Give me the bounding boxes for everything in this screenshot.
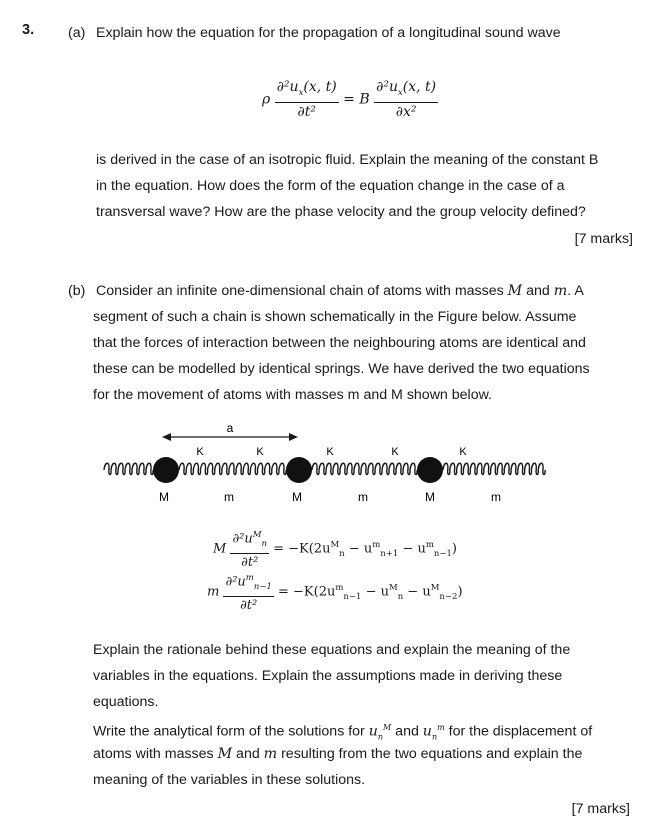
part-a-line-3: transversal wave? How are the phase velocity and the group velocity defined? (96, 204, 586, 220)
bulk-modulus-symbol: B (359, 91, 370, 108)
spring-label: K (196, 446, 204, 458)
solution-request-line-1: Write the analytical form of the solutions for $u_n^M$ and $u_n^m$ for the displacement of (93, 723, 593, 742)
spring-label: K (326, 446, 334, 458)
lattice-label: a (226, 421, 234, 435)
mass-label: m (491, 490, 501, 504)
part-b-line-5: for the movement of atoms with masses m and M shown below. (93, 387, 492, 403)
rho-symbol: ρ (262, 91, 271, 108)
part-b-after-line-1: Explain the rationale behind these equations and explain the meaning of the (93, 642, 571, 658)
solution-request-line-3: meaning of the variables in these solutions. (93, 772, 366, 788)
spring-coil (443, 463, 545, 474)
rhs-fraction: $\frac{\partial^2u_x(x, t)}{\text{∂x²}}$ (376, 79, 437, 120)
spring-label: K (459, 446, 467, 458)
equation-light-atom: m $\frac{\partial^2u^m_{n-1}}{\text{∂t²}}$ = $-K(2u^m_{n-1} - u^M_n - u^M_{n-2})$ (207, 569, 463, 615)
mass-label: M (425, 490, 435, 504)
diatomic-chain-figure (0, 410, 666, 510)
wave-equation (262, 78, 438, 121)
part-b-line-3: that the forces of interaction between the neighbouring atoms are identical and (93, 335, 586, 351)
mass-label: m (224, 490, 234, 504)
solution-request-line-2: atoms with masses M and m resulting from the two equations and explain the (93, 746, 583, 762)
part-a-line-2: in the equation. How does the form of the equation change in the case of a (96, 178, 565, 194)
part-b-line-1: Consider an infinite one-dimensional chain of atoms with masses M and m. A (96, 283, 584, 299)
part-b-marks: [7 marks] (571, 801, 630, 817)
part-b-after-line-3: equations. (93, 694, 159, 710)
part-b-line-2: segment of such a chain is shown schematically in the Figure below. Assume (93, 309, 577, 325)
equals-sign: = (343, 91, 355, 108)
lattice-arrow-right-head (289, 433, 298, 441)
part-a-label: (a) (68, 25, 86, 41)
spring-label: K (256, 446, 264, 458)
part-b-label: (b) (68, 283, 86, 299)
spring-coil (179, 463, 286, 474)
part-b-line-4: these can be modelled by identical springs. We have derived the two equations (93, 361, 590, 377)
mass-label: M (292, 490, 302, 504)
spring-coil (104, 463, 153, 474)
mass-label: m (358, 490, 368, 504)
lhs-fraction: $\frac{\partial^2u_x(x, t)}{\text{∂t²}}$ (276, 79, 337, 120)
lattice-arrow-left-head (162, 433, 171, 441)
heavy-atom (286, 457, 312, 483)
mass-label: M (159, 490, 169, 504)
spring-coil (312, 463, 417, 474)
heavy-atom (417, 457, 443, 483)
question-number: 3. (22, 22, 35, 38)
part-a-intro: Explain how the equation for the propagation of a longitudinal sound wave (96, 25, 561, 41)
spring-label: K (391, 446, 399, 458)
part-b-after-line-2: variables in the equations. Explain the assumptions made in deriving these (93, 668, 563, 684)
part-a-line-1: is derived in the case of an isotropic fluid. Explain the meaning of the constant B (96, 152, 599, 168)
heavy-atom (153, 457, 179, 483)
equation-heavy-atom: M $\frac{\partial^2u^M_n}{\text{∂t²}}$ = $-K(2u^M_n - u^m_{n+1} - u^m_{n-1})$ (213, 526, 457, 572)
part-a-marks: [7 marks] (574, 231, 633, 247)
